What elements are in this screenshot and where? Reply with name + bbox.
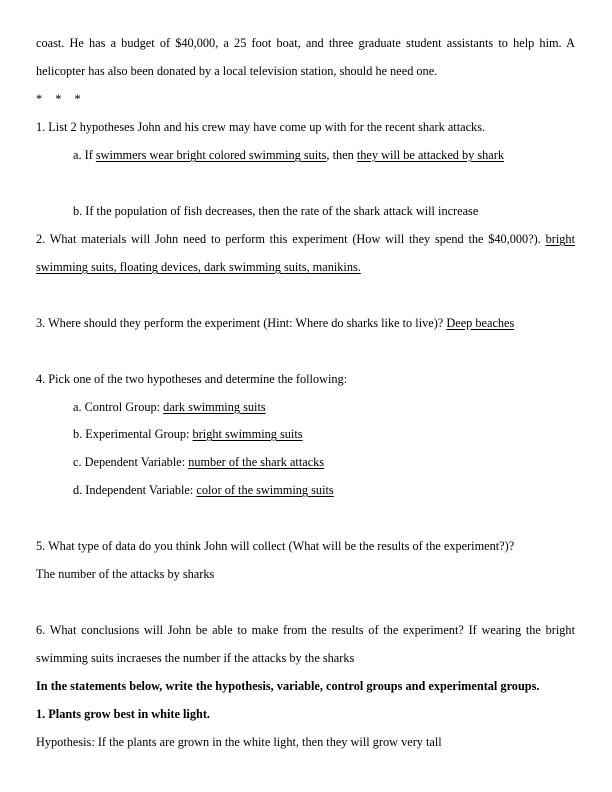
independent-variable-answer: color of the swimming suits [196,483,334,497]
question-2-line-2 [36,260,575,275]
question-3: 3. Where should they perform the experiment (Hint: Where do sharks like to live)? Deep beaches [36,316,515,330]
question-6-line-1: 6. What conclusions will John be able to make from the results of the experiment? If wearing the bright [36,623,575,637]
question-3-answer: Deep beaches [446,316,515,330]
question-1: 1. List 2 hypotheses John and his crew may have come up with for the recent shark attacks. [36,120,486,134]
dependent-variable-answer: number of the shark attacks [188,455,325,469]
section-instructions: In the statements below, write the hypothesis, variable, control groups and experimental groups. [36,679,540,693]
independent-variable: d. Independent Variable: color of the swimming suits [73,483,334,497]
section-separator: * * * [36,92,81,106]
hypothesis-a: a. If swimmers wear bright colored swimming suits, then they will be attacked by shark [73,148,505,162]
experimental-group-answer: bright swimming suits [192,427,303,441]
question-2-answer: swimming suits, floating devices, dark swimming suits, manikins. [36,260,361,274]
experimental-group: b. Experimental Group: bright swimming suits [73,427,303,441]
hypothesis-a-answer-1: swimmers wear bright colored swimming suits [95,148,327,162]
intro-line-1: coast. He has a budget of $40,000, a 25 foot boat, and three graduate student assistants to help him. A [36,36,575,50]
question-4: 4. Pick one of the two hypotheses and determine the following: [36,372,348,386]
intro-line-2: helicopter has also been donated by a local television station, should he need one. [36,64,438,78]
dependent-variable: c. Dependent Variable: number of the shark attacks [73,455,325,469]
question-2-answer-start: bright [545,232,575,246]
question-2-line-1: 2. What materials will John need to perform this experiment (How will they spend the $40,000?). bright [36,232,575,246]
statement-1-hypothesis: Hypothesis: If the plants are grown in the white light, then they will grow very tall [36,735,442,749]
hypothesis-a-answer-2: they will be attacked by shark [356,148,505,162]
hypothesis-b: b. If the population of fish decreases, then the rate of the shark attack will increase [73,204,479,218]
statement-1: 1. Plants grow best in white light. [36,707,210,721]
control-group: a. Control Group: dark swimming suits [73,400,266,414]
question-5-answer: The number of the attacks by sharks [36,567,215,581]
control-group-answer: dark swimming suits [163,400,266,414]
question-5: 5. What type of data do you think John will collect (What will be the results of the experiment?)? [36,539,515,553]
question-6-line-2: swimming suits incraeses the number if the attacks by the sharks [36,651,355,665]
